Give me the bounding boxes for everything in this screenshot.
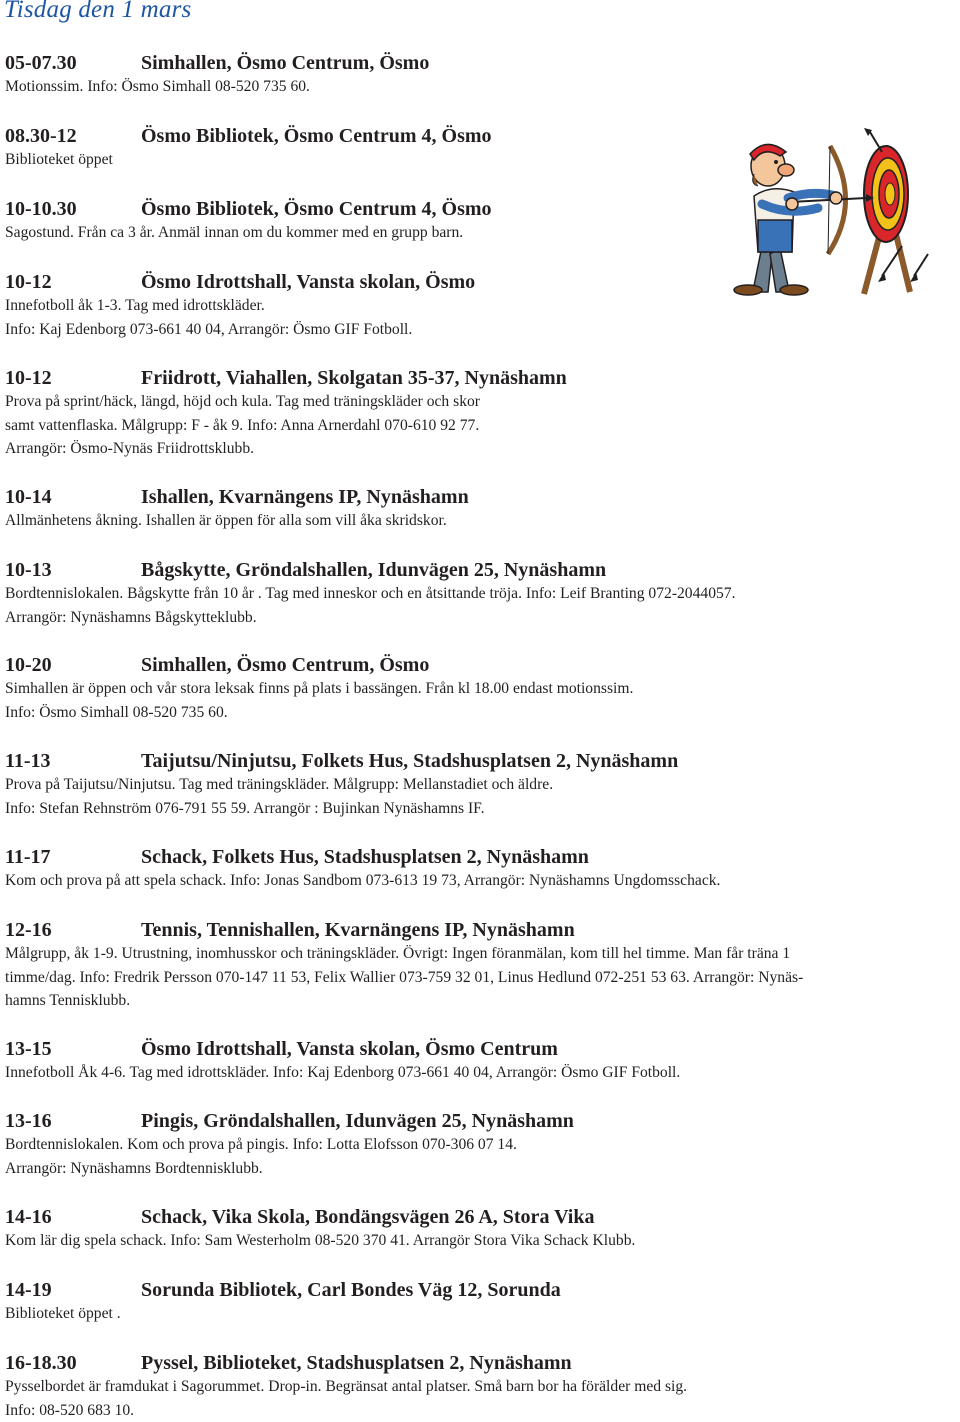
event-place: Simhallen, Ösmo Centrum, Ösmo — [141, 654, 429, 676]
event-info: Motionssim. Info: Ösmo Simhall 08-520 735 60. — [5, 75, 960, 99]
event-info: Info: 08-520 683 10. — [5, 1399, 960, 1422]
event-place: Pyssel, Biblioteket, Stadshusplatsen 2, Nynäshamn — [141, 1352, 572, 1374]
event-time: 13-16 — [5, 1109, 141, 1133]
event-info: Arrangör: Ösmo-Nynäs Friidrottsklubb. — [5, 437, 960, 461]
event-info: Simhallen är öppen och vår stora leksak finns på plats i bassängen. Från kl 18.00 endast motionssim. — [5, 677, 960, 701]
event-info: Info: Kaj Edenborg 073-661 40 04, Arrangör: Ösmo GIF Fotboll. — [5, 318, 960, 342]
event-info: Innefotboll åk 1-3. Tag med idrottskläder. — [5, 294, 960, 318]
event-time: 13-15 — [5, 1037, 141, 1061]
event-time: 14-16 — [5, 1205, 141, 1229]
event-place: Simhallen, Ösmo Centrum, Ösmo — [141, 52, 429, 74]
event-time: 10-10.30 — [5, 197, 141, 221]
event-info: Arrangör: Nynäshamns Bordtennisklubb. — [5, 1157, 960, 1181]
event-info: Bordtennislokalen. Kom och prova på pingis. Info: Lotta Elofsson 070-306 07 14. — [5, 1133, 960, 1157]
event-info: hamns Tennisklubb. — [5, 989, 960, 1013]
event-8 — [5, 749, 960, 820]
event-time: 11-17 — [5, 845, 141, 869]
event-time: 10-13 — [5, 558, 141, 582]
event-time: 16-18.30 — [5, 1351, 141, 1375]
event-time: 10-14 — [5, 485, 141, 509]
event-time: 08.30-12 — [5, 124, 141, 148]
event-place: Friidrott, Viahallen, Skolgatan 35-37, Nynäshamn — [141, 367, 567, 389]
event-time: 05-07.30 — [5, 51, 141, 75]
event-15 — [5, 1351, 960, 1422]
event-place: Schack, Folkets Hus, Stadshusplatsen 2, Nynäshamn — [141, 846, 589, 868]
event-place: Sorunda Bibliotek, Carl Bondes Väg 12, Sorunda — [141, 1279, 561, 1301]
event-5 — [5, 485, 960, 533]
archer-with-target-illustration — [732, 126, 940, 296]
event-time: 10-12 — [5, 366, 141, 390]
event-13 — [5, 1205, 960, 1253]
event-place: Bågskytte, Gröndalshallen, Idunvägen 25, Nynäshamn — [141, 559, 606, 581]
event-0 — [5, 51, 960, 99]
event-place: Pingis, Gröndalshallen, Idunvägen 25, Nynäshamn — [141, 1110, 574, 1132]
event-info: Arrangör: Nynäshamns Bågskytteklubb. — [5, 606, 960, 630]
event-11 — [5, 1037, 960, 1085]
event-time: 12-16 — [5, 918, 141, 942]
event-info: Bordtennislokalen. Bågskytte från 10 år . Tag med inneskor och en åtsittande tröja. Info: Leif Branting 072-2044057. — [5, 582, 960, 606]
event-place: Ishallen, Kvarnängens IP, Nynäshamn — [141, 486, 469, 508]
event-4 — [5, 366, 960, 461]
event-place: Ösmo Bibliotek, Ösmo Centrum 4, Ösmo — [141, 198, 492, 220]
event-info: Info: Ösmo Simhall 08-520 735 60. — [5, 701, 960, 725]
event-place: Ösmo Bibliotek, Ösmo Centrum 4, Ösmo — [141, 125, 492, 147]
event-place: Schack, Vika Skola, Bondängsvägen 26 A, Stora Vika — [141, 1206, 594, 1228]
event-place: Taijutsu/Ninjutsu, Folkets Hus, Stadshusplatsen 2, Nynäshamn — [141, 750, 678, 772]
event-time: 10-20 — [5, 653, 141, 677]
event-time: 10-12 — [5, 270, 141, 294]
event-info: Målgrupp, åk 1-9. Utrustning, inomhusskor och träningskläder. Övrigt: Ingen föranmälan, kom till hel timme. Man får träna 1 — [5, 942, 960, 966]
event-info: samt vattenflaska. Målgrupp: F - åk 9. Info: Anna Arnerdahl 070-610 92 77. — [5, 414, 960, 438]
event-6 — [5, 558, 960, 629]
event-time: 11-13 — [5, 749, 141, 773]
event-info: Kom lär dig spela schack. Info: Sam Westerholm 08-520 370 41. Arrangör Stora Vika Schack Klubb. — [5, 1229, 960, 1253]
event-time: 14-19 — [5, 1278, 141, 1302]
event-info: Innefotboll Åk 4-6. Tag med idrottskläder. Info: Kaj Edenborg 073-661 40 04, Arrangör: Ösmo GIF Fotboll. — [5, 1061, 960, 1085]
event-12 — [5, 1109, 960, 1180]
page-title: Tisdag den 1 mars — [4, 0, 191, 24]
event-info: Biblioteket öppet . — [5, 1302, 960, 1326]
event-info: Prova på Taijutsu/Ninjutsu. Tag med träningskläder. Målgrupp: Mellanstadiet och äldre. — [5, 773, 960, 797]
event-14 — [5, 1278, 960, 1326]
event-place: Ösmo Idrottshall, Vansta skolan, Ösmo — [141, 271, 475, 293]
event-info: Prova på sprint/häck, längd, höjd och kula. Tag med träningskläder och skor — [5, 390, 960, 414]
event-9 — [5, 845, 960, 893]
event-info: Allmänhetens åkning. Ishallen är öppen för alla som vill åka skridskor. — [5, 509, 960, 533]
event-info: Kom och prova på att spela schack. Info: Jonas Sandbom 073-613 19 73, Arrangör: Nynäshamns Ungdomsschack. — [5, 869, 960, 893]
event-info: Sagostund. Från ca 3 år. Anmäl innan om du kommer med en grupp barn. — [5, 221, 960, 245]
event-info: Biblioteket öppet — [5, 148, 960, 172]
event-info: timme/dag. Info: Fredrik Persson 070-147 11 53, Felix Wallier 073-759 32 01, Linus Hedlund 072-251 53 63. Arrangör: Nynäs- — [5, 966, 960, 990]
event-info: Info: Stefan Rehnström 076-791 55 59. Arrangör : Bujinkan Nynäshamns IF. — [5, 797, 960, 821]
event-7 — [5, 653, 960, 724]
event-place: Ösmo Idrottshall, Vansta skolan, Ösmo Centrum — [141, 1038, 558, 1060]
event-10 — [5, 918, 960, 1013]
event-place: Tennis, Tennishallen, Kvarnängens IP, Nynäshamn — [141, 919, 575, 941]
event-info: Pysselbordet är framdukat i Sagorummet. Drop-in. Begränsat antal platser. Små barn bor ha förälder med sig. — [5, 1375, 960, 1399]
